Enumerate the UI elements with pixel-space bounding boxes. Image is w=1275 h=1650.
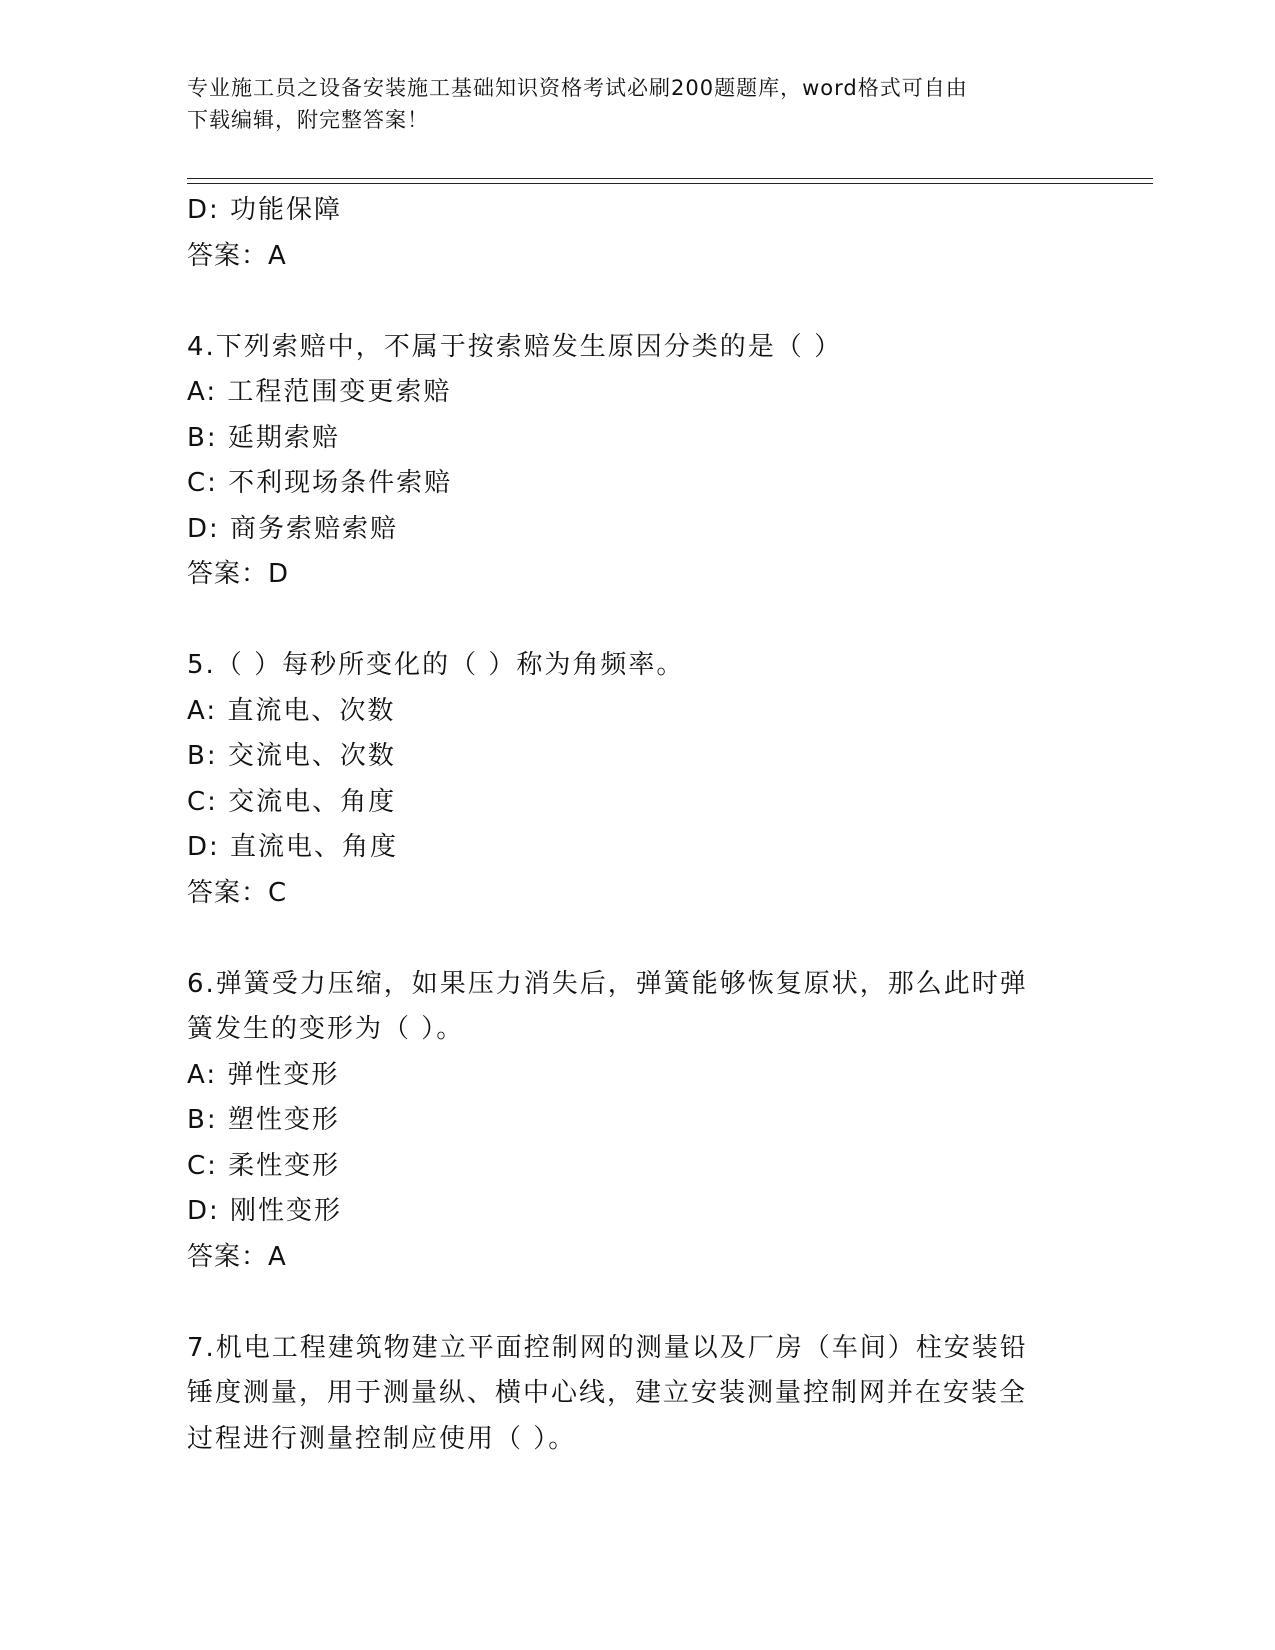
header-line-2: 下载编辑，附完整答案！ [187, 108, 429, 132]
spacer [187, 916, 1067, 962]
question-stem [187, 962, 1067, 1053]
header-divider-top [187, 178, 1153, 179]
question-stem-line: 4.下列索赔中，不属于按索赔发生原因分类的是（ ） [187, 331, 843, 362]
option-d: D: 直流电、角度 [187, 832, 399, 862]
option-c: C: 柔性变形 [187, 1150, 341, 1181]
question-list [187, 188, 1067, 1462]
answer-line: 答案：A [187, 1241, 287, 1272]
question-stem-line: 簧发生的变形为（ ）。 [187, 1014, 465, 1044]
option-b: B: 延期索赔 [187, 422, 340, 453]
question-stem-line: 过程进行测量控制应使用（ ）。 [187, 1423, 577, 1454]
option-a: A: 工程范围变更索赔 [187, 377, 452, 407]
option-b: B: 塑性变形 [187, 1105, 340, 1135]
question-stem [187, 643, 1067, 689]
question-stem [187, 1326, 1067, 1463]
answer-line: 答案：C [187, 877, 288, 908]
option-c: C: 不利现场条件索赔 [187, 468, 453, 498]
question-stem-line: 7.机电工程建筑物建立平面控制网的测量以及厂房（车间）柱安装铅 [187, 1332, 1028, 1363]
spacer [187, 1280, 1067, 1326]
question-stem-line: 6.弹簧受力压缩，如果压力消失后，弹簧能够恢复原状，那么此时弹 [187, 968, 1028, 999]
spacer [187, 598, 1067, 644]
header-line-1: 专业施工员之设备安装施工基础知识资格考试必刷200题题库，word格式可自由 [187, 76, 968, 100]
question-stem-line: 5.（ ）每秒所变化的（ ）称为角频率。 [187, 650, 685, 680]
option-c: C: 交流电、角度 [187, 786, 397, 817]
spacer [187, 279, 1067, 325]
option-d: D: 商务索赔索赔 [187, 513, 399, 544]
answer-line: 答案：A [187, 240, 287, 271]
document-header [187, 72, 1067, 136]
option-b: B: 交流电、次数 [187, 741, 396, 771]
question-stem [187, 325, 1067, 371]
question-stem-line: 锤度测量，用于测量纵、横中心线，建立安装测量控制网并在安装全 [187, 1378, 1028, 1408]
option-d: D: 功能保障 [187, 195, 343, 225]
option-a: A: 直流电、次数 [187, 695, 396, 726]
header-divider-bottom [187, 183, 1153, 184]
option-a: A: 弹性变形 [187, 1059, 340, 1090]
answer-line: 答案：D [187, 559, 290, 589]
option-d: D: 刚性变形 [187, 1196, 343, 1226]
